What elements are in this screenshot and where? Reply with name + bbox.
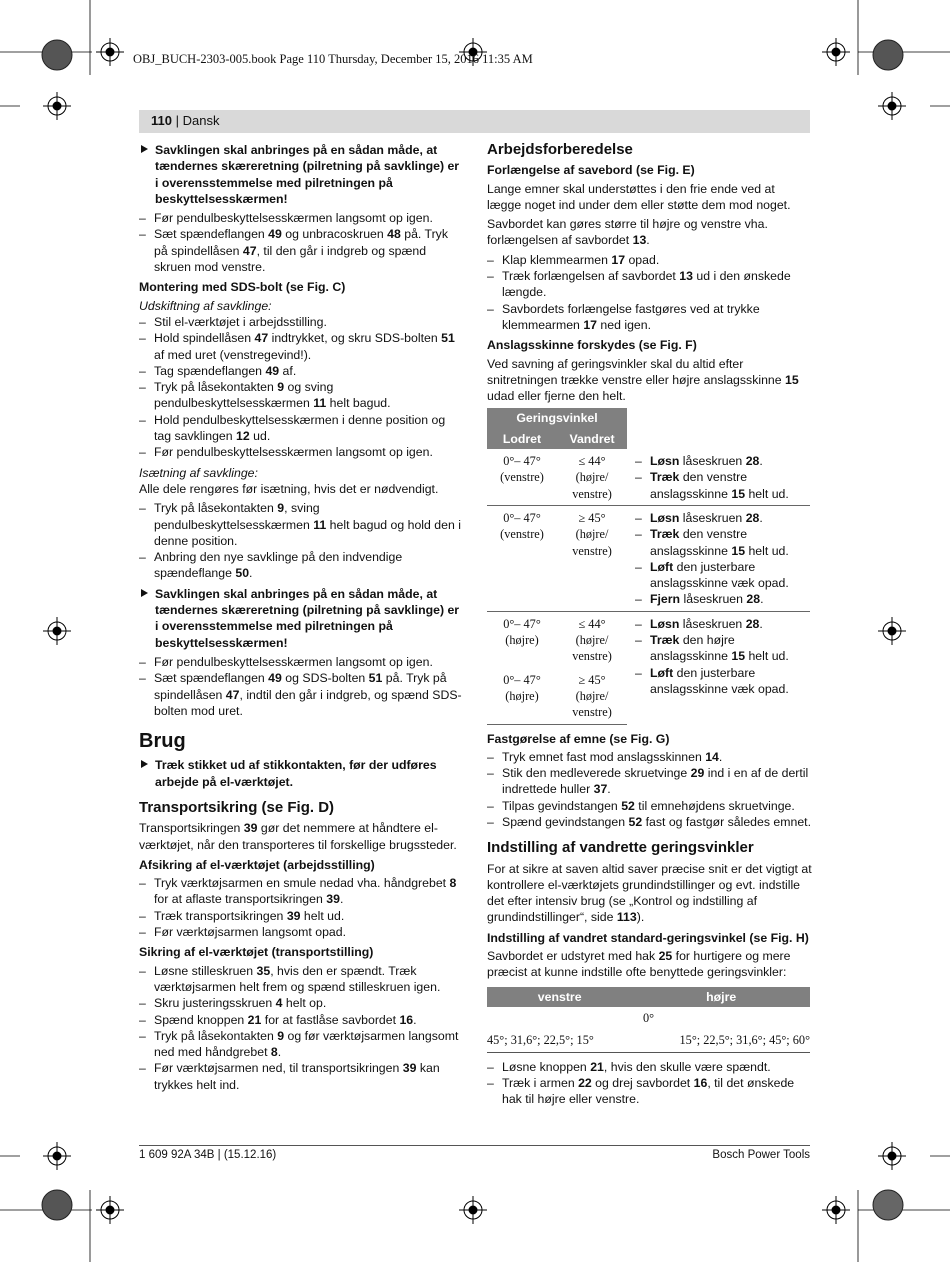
list-item: – Tryk på låsekontakten 9 og sving pendulbeskyttelsesskærmen 11 helt bagud. bbox=[139, 379, 464, 412]
step-list bbox=[487, 1059, 812, 1108]
table-cell: 0°– 47° (venstre) bbox=[487, 505, 557, 611]
page-label bbox=[151, 113, 219, 128]
paragraph: For at sikre at saven altid saver præcise snit er det vigtigt at kontrollere el-værktøjets grundindstillinger og evt. indstille det efter intensiv brug (se „Kontrol og indstilling af grundindstillinger“, side 113). bbox=[487, 861, 812, 925]
list-item: – Hold spindellåsen 47 indtrykket, og skru SDS-bolten 51 af med uret (venstregevind!). bbox=[139, 330, 464, 363]
step-list bbox=[139, 500, 464, 581]
list-item: – Skru justeringsskruen 4 helt op. bbox=[139, 995, 464, 1011]
step-list bbox=[139, 963, 464, 1093]
step-list bbox=[139, 875, 464, 940]
table-cell: 0°– 47° (højre) bbox=[503, 616, 541, 648]
list-item: – Før værktøjsarmen ned, til transportsikringen 39 kan trykkes helt ind. bbox=[139, 1060, 464, 1093]
list-item: – Tag spændeflangen 49 af. bbox=[139, 363, 464, 379]
table-cell: 15°; 22,5°; 31,6°; 45°; 60° bbox=[632, 1029, 810, 1052]
list-item: – Træk i armen 22 og drej savbordet 16, til det ønskede hak til højre eller venstre. bbox=[487, 1075, 812, 1108]
table-cell: ≥ 45° (højre/ venstre) bbox=[557, 505, 627, 611]
list-item: – Løft den justerbare anslagsskinne væk opad. bbox=[635, 665, 810, 698]
table-cell: ≤ 44° (højre/ venstre) bbox=[557, 449, 627, 505]
table-body bbox=[487, 449, 810, 724]
warning-note: Træk stikket ud af stikkontakten, før der udføres arbejde på el-værktøjet. bbox=[139, 757, 464, 790]
list-item: – Tryk på låsekontakten 9, sving pendulbeskyttelsesskærmen 11 helt bagud og hold den i denne position. bbox=[139, 500, 464, 549]
section-heading: Fastgørelse af emne (se Fig. G) bbox=[487, 731, 670, 746]
paragraph: Savbordet kan gøres større til højre og venstre vha. forlængelsen af savbordet 13. bbox=[487, 217, 768, 248]
page-separator: | bbox=[175, 113, 179, 128]
list-item: – Før pendulbeskyttelsesskærmen langsomt op igen. bbox=[139, 210, 464, 226]
page-header-bar bbox=[139, 110, 810, 133]
table-group-header: Geringsvinkel bbox=[487, 408, 627, 428]
table-cell: ≥ 45° (højre/ venstre) bbox=[557, 668, 627, 724]
section-heading: Indstilling af vandret standard-geringsvinkel (se Fig. H) bbox=[487, 930, 809, 945]
standard-angle-table bbox=[487, 987, 810, 1053]
section-heading: Sikring af el-værktøjet (transportstilling) bbox=[139, 945, 374, 960]
page-language: Dansk bbox=[182, 113, 220, 128]
table-cell bbox=[627, 611, 810, 724]
list-item: – Løsn låseskruen 28. bbox=[635, 453, 810, 469]
right-column bbox=[487, 142, 812, 1111]
step-list bbox=[487, 252, 812, 333]
list-item: – Spænd gevindstangen 52 fast og fastgør således emnet. bbox=[487, 814, 812, 830]
page-number: 110 bbox=[151, 113, 172, 128]
list-item: – Løsn låseskruen 28. bbox=[635, 510, 810, 526]
section-heading: Anslagsskinne forskydes (se Fig. F) bbox=[487, 338, 697, 353]
list-item: – Hold pendulbeskyttelsesskærmen i denne position og tag savklingen 12 ud. bbox=[139, 412, 464, 445]
table-row bbox=[487, 505, 810, 611]
list-item: – Sæt spændeflangen 49 og SDS-bolten 51 på. Tryk på spindellåsen 47, indtil den går i indgreb, og spænd SDS-bolten mod uret. bbox=[139, 670, 464, 719]
paragraph: Transportsikringen 39 gør det nemmere at håndtere el-værktøjet, når den transporteres til forskellige brugssteder. bbox=[139, 821, 457, 852]
table-row bbox=[487, 449, 810, 505]
print-header: OBJ_BUCH-2303-005.book Page 110 Thursday, December 15, 2016 11:35 AM bbox=[133, 52, 533, 66]
section-heading: Afsikring af el-værktøjet (arbejdsstilling) bbox=[139, 857, 375, 872]
list-item: – Løsne knoppen 21, hvis den skulle være spændt. bbox=[487, 1059, 812, 1075]
list-item: – Anbring den nye savklinge på den indvendige spændeflange 50. bbox=[139, 549, 464, 582]
column-header: venstre bbox=[487, 987, 632, 1007]
step-list bbox=[139, 314, 464, 461]
step-list bbox=[139, 210, 464, 275]
table-cell: 0°– 47° (venstre) bbox=[487, 449, 557, 505]
paragraph: Alle dele rengøres før isætning, hvis det er nødvendigt. bbox=[139, 481, 439, 496]
table-row bbox=[487, 611, 810, 667]
list-item: – Træk den venstre anslagsskinne 15 helt ud. bbox=[635, 526, 810, 559]
list-item: – Træk den højre anslagsskinne 15 helt ud. bbox=[635, 632, 810, 665]
column-header: højre bbox=[632, 987, 810, 1007]
section-heading: Montering med SDS-bolt (se Fig. C) bbox=[139, 280, 346, 295]
chapter-heading: Brug bbox=[139, 730, 186, 753]
table-cell: 0° bbox=[642, 1010, 655, 1025]
list-item: – Træk den venstre anslagsskinne 15 helt ud. bbox=[635, 469, 810, 502]
list-item: – Stik den medleverede skruetvinge 29 ind i en af de dertil indrettede huller 37. bbox=[487, 765, 812, 798]
list-item: – Træk forlængelsen af savbordet 13 ud i den ønskede længde. bbox=[487, 268, 812, 301]
list-item: – Stil el-værktøjet i arbejdsstilling. bbox=[139, 314, 464, 330]
list-item: – Træk transportsikringen 39 helt ud. bbox=[139, 908, 464, 924]
subheading: Isætning af savklinge: bbox=[139, 465, 258, 480]
list-item: – Savbordets forlængelse fastgøres ved at trykke klemmearmen 17 ned igen. bbox=[487, 301, 812, 334]
list-item: – Tryk på låsekontakten 9 og før værktøjsarmen langsomt ned med håndgrebet 8. bbox=[139, 1028, 464, 1061]
warning-arrow-icon bbox=[141, 760, 148, 768]
warning-arrow-icon bbox=[141, 589, 148, 597]
table-cell: 0°– 47° (højre) bbox=[487, 668, 557, 724]
paragraph: Lange emner skal understøttes i den frie ende ved at lægge noget ind under dem eller støtte dem mod noget. bbox=[487, 181, 791, 212]
warning-note: Savklingen skal anbringes på en sådan måde, at tændernes skæreretning (pilretning på savklinge) er i overensstemmelse med pilretningen på beskyttelsesskærmen! bbox=[139, 142, 464, 207]
list-item: – Løsne stilleskruen 35, hvis den er spændt. Træk værktøjsarmen helt frem og spænd stilleskruen igen. bbox=[139, 963, 464, 996]
step-list bbox=[487, 749, 812, 830]
mitre-angle-table bbox=[487, 408, 810, 724]
list-item: – Før pendulbeskyttelsesskærmen langsomt op igen. bbox=[139, 654, 464, 670]
section-heading: Transportsikring (se Fig. D) bbox=[139, 798, 335, 816]
list-item: – Tilpas gevindstangen 52 til emnehøjdens skruetvinge. bbox=[487, 798, 812, 814]
column-header: Lodret bbox=[487, 429, 557, 449]
list-item: – Sæt spændeflangen 49 og unbracoskruen 48 på. Tryk på spindellåsen 47, til den går i indgreb og spænd skruen mod venstre. bbox=[139, 226, 464, 275]
paragraph: Savbordet er udstyret med hak 25 for hurtigere og mere præcist at kunne indstille ofte benyttede geringsvinkler: bbox=[487, 949, 791, 980]
section-heading: Arbejdsforberedelse bbox=[487, 141, 633, 158]
subheading: Udskiftning af savklinge: bbox=[139, 298, 272, 313]
table-cell bbox=[627, 505, 810, 611]
footer-rule bbox=[139, 1145, 810, 1146]
list-item: – Spænd knoppen 21 for at fastlåse savbordet 16. bbox=[139, 1012, 464, 1028]
list-item: – Løsn låseskruen 28. bbox=[635, 616, 810, 632]
footer-brand: Bosch Power Tools bbox=[712, 1149, 810, 1161]
list-item: – Tryk emnet fast mod anslagsskinnen 14. bbox=[487, 749, 812, 765]
paragraph: Ved savning af geringsvinkler skal du altid efter snitretningen trække venstre eller højre anslagsskinne 15 udad eller fjerne den helt. bbox=[487, 356, 799, 404]
left-column bbox=[139, 142, 464, 1097]
warning-note: Savklingen skal anbringes på en sådan måde, at tændernes skæreretning (pilretning på savklinge) er i overensstemmelse med pilretningen på beskyttelsesskærmen! bbox=[139, 586, 464, 651]
list-item: – Før værktøjsarmen langsomt opad. bbox=[139, 924, 464, 940]
list-item: – Tryk værktøjsarmen en smule nedad vha. håndgrebet 8 for at aflaste transportsikringen 39. bbox=[139, 875, 464, 908]
section-heading: Forlængelse af savebord (se Fig. E) bbox=[487, 163, 695, 178]
warning-arrow-icon bbox=[141, 145, 148, 153]
table-cell: 45°; 31,6°; 22,5°; 15° bbox=[487, 1029, 632, 1052]
list-item: – Fjern låseskruen 28. bbox=[635, 591, 810, 607]
list-item: – Før pendulbeskyttelsesskærmen langsomt op igen. bbox=[139, 444, 464, 460]
table-cell bbox=[627, 449, 810, 505]
section-heading: Indstilling af vandrette geringsvinkler bbox=[487, 839, 754, 857]
footer-code: 1 609 92A 34B | (15.12.16) bbox=[139, 1149, 277, 1161]
list-item: – Klap klemmearmen 17 opad. bbox=[487, 252, 812, 268]
step-list bbox=[139, 654, 464, 719]
list-item: – Løft den justerbare anslagsskinne væk opad. bbox=[635, 559, 810, 592]
column-header: Vandret bbox=[557, 429, 627, 449]
table-cell: ≤ 44° (højre/ venstre) bbox=[572, 616, 612, 664]
